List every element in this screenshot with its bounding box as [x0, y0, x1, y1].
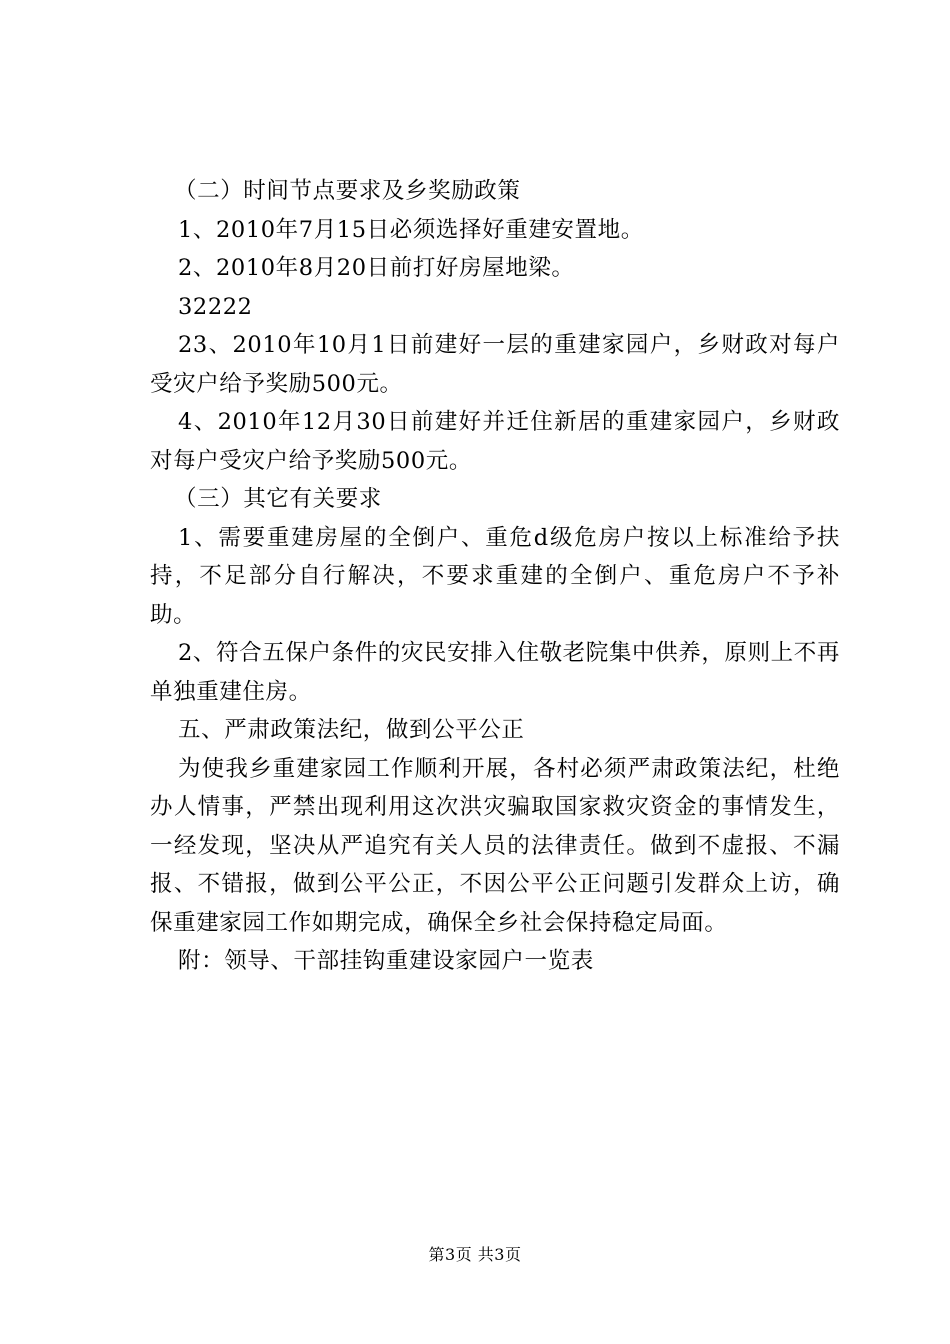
- section-heading-other-requirements: （三）其它有关要求: [174, 486, 382, 512]
- stray-number: 32222: [178, 293, 253, 320]
- section-heading-discipline: 五、严肃政策法纪，做到公平公正: [178, 717, 525, 743]
- page-footer: 第3页 共3页: [428, 1245, 522, 1264]
- list-item: 1、2010年7月15日必须选择好重建安置地。: [178, 216, 644, 243]
- attachment-note: 附：领导、干部挂钩重建设家园户一览表: [178, 948, 594, 974]
- list-item: 4、2010年12月30日前建好并迁住新居的重建家园户，乡财政对每户受灾户给予奖励500元。: [150, 409, 840, 474]
- list-item: 23、2010年10月1日前建好一层的重建家园户，乡财政对每户受灾户给予奖励500元。: [150, 332, 840, 397]
- list-item: 1、需要重建房屋的全倒户、重危d级危房户按以上标准给予扶持，不足部分自行解决，不要求重建的全倒户、重危房户不予补助。: [150, 524, 840, 628]
- list-item: 2、符合五保户条件的灾民安排入住敬老院集中供养，原则上不再单独重建住房。: [150, 640, 840, 705]
- list-item: 2、2010年8月20日前打好房屋地梁。: [178, 255, 575, 281]
- document-body: [150, 172, 840, 981]
- section-heading-timeline: （二）时间节点要求及乡奖励政策: [174, 178, 521, 204]
- body-paragraph: 为使我乡重建家园工作顺利开展，各村必须严肃政策法纪，杜绝办人情事，严禁出现利用这次洪灾骗取国家救灾资金的事情发生，一经发现，坚决从严追究有关人员的法律责任。做到不虚报、不漏报、不错报，做到公平公正，不因公平公正问题引发群众上访，确保重建家园工作如期完成，确保全乡社会保持稳定局面。: [150, 755, 840, 936]
